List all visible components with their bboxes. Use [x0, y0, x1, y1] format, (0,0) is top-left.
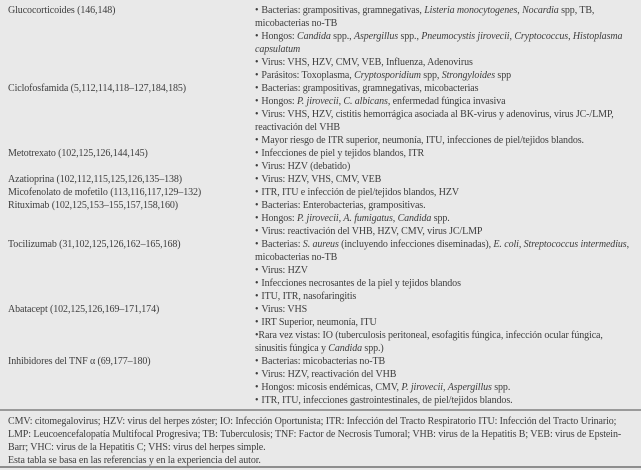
- drug-name: Azatioprina (102,112,115,125,126,135–138): [8, 174, 183, 185]
- text-segment: ,: [442, 382, 448, 393]
- infection-item: [255, 225, 633, 238]
- infection-text: [261, 304, 307, 315]
- bullet-marker: •: [255, 317, 259, 328]
- species-name: P. jirovecii: [401, 382, 443, 393]
- species-name: C. albicans: [343, 96, 388, 107]
- text-segment: ,: [568, 31, 573, 42]
- text-segment: Virus: VHS, HZV, CMV, VEB, Influenza, Adenovirus: [261, 57, 473, 68]
- text-segment: spp,: [420, 70, 442, 81]
- species-name: Listeria monocytogenes: [424, 5, 518, 16]
- bullet-marker: •: [255, 304, 259, 315]
- infection-text: [261, 70, 511, 81]
- bullet-marker: •: [255, 96, 259, 107]
- text-segment: ITR, ITU, infecciones gastrointestinales, de piel/tejidos blandos.: [261, 395, 513, 406]
- table-row: [8, 4, 633, 82]
- bullet-marker: •: [255, 239, 259, 250]
- infection-text: [261, 148, 424, 159]
- text-segment: Mayor riesgo de ITR superior, neumonía, ITU, infecciones de piel/tejidos blandos.: [261, 135, 584, 146]
- text-segment: IRT Superior, neumonía, ITU: [261, 317, 377, 328]
- drug-name: Ciclofosfamida (5,112,114,118–127,184,185): [8, 83, 186, 94]
- table-row: [8, 186, 633, 199]
- infections-cell: [255, 4, 633, 82]
- text-segment: Virus: HZV: [261, 265, 308, 276]
- text-segment: ,: [509, 31, 515, 42]
- infections-cell: [255, 173, 633, 186]
- text-segment: ,: [338, 96, 344, 107]
- table-row: [8, 147, 633, 173]
- text-segment: spp.,: [398, 31, 422, 42]
- infection-text: [255, 31, 622, 55]
- bullet-marker: •: [255, 57, 259, 68]
- infection-text: [261, 291, 356, 302]
- text-segment: (incluyendo infecciones diseminadas),: [338, 239, 494, 250]
- text-segment: ,: [517, 5, 523, 16]
- drug-cell: [8, 4, 255, 17]
- bullet-marker: •: [255, 200, 259, 211]
- drug-cell: [8, 355, 255, 368]
- infection-item: [255, 186, 633, 199]
- species-name: Pneumocystis jirovecii: [421, 31, 510, 42]
- infections-cell: [255, 303, 633, 355]
- text-segment: , micobacterias no-TB: [255, 239, 629, 263]
- bullet-marker: •: [255, 226, 259, 237]
- infections-cell: [255, 82, 633, 147]
- infection-text: [255, 109, 614, 133]
- infection-item: [255, 108, 633, 134]
- infection-text: [261, 57, 472, 68]
- infection-text: [255, 330, 603, 354]
- infection-item: [255, 160, 633, 173]
- text-segment: ITR, ITU e infección de piel/tejidos blandos, HZV: [261, 187, 459, 198]
- species-name: E. coli: [493, 239, 519, 250]
- text-segment: Virus: reactivación del VHB, HZV, CMV, virus JC/LMP: [261, 226, 483, 237]
- bullet-marker: •: [255, 5, 259, 16]
- footnote-divider: [0, 409, 641, 411]
- drug-cell: [8, 186, 255, 199]
- infection-item: [255, 147, 633, 160]
- species-name: Nocardia: [522, 5, 559, 16]
- bullet-marker: •: [255, 330, 259, 341]
- text-segment: spp.: [491, 382, 511, 393]
- infection-text: [261, 265, 307, 276]
- bullet-marker: •: [255, 265, 259, 276]
- infection-item: [255, 290, 633, 303]
- bullet-marker: •: [255, 278, 259, 289]
- text-segment: spp.,: [330, 31, 354, 42]
- text-segment: spp.: [431, 213, 450, 224]
- species-name: P. jirovecii: [297, 213, 339, 224]
- text-segment: , enfermedad fúngica invasiva: [387, 96, 506, 107]
- drug-cell: [8, 82, 255, 95]
- text-segment: Bacterias: grampositivas, gramnegativas, micobacterias: [261, 83, 479, 94]
- table-row: [8, 199, 633, 238]
- infection-text: [261, 395, 512, 406]
- text-segment: Virus: HZV (debatido): [261, 161, 351, 172]
- species-name: A. fumigatus: [343, 213, 393, 224]
- drug-cell: [8, 199, 255, 212]
- bullet-marker: •: [255, 70, 259, 81]
- bullet-marker: •: [255, 356, 259, 367]
- infection-item: [255, 368, 633, 381]
- species-name: Histoplasma capsulatum: [255, 31, 623, 55]
- species-name: Candida: [297, 31, 331, 42]
- infection-text: [261, 200, 425, 211]
- text-segment: Bacterias:: [261, 239, 303, 250]
- infection-item: [255, 30, 633, 56]
- bullet-marker: •: [255, 161, 259, 172]
- text-segment: ,: [338, 213, 344, 224]
- infection-item: [255, 95, 633, 108]
- text-segment: ITU, ITR, nasofaringitis: [261, 291, 357, 302]
- bottom-border: [0, 466, 641, 468]
- infections-cell: [255, 186, 633, 199]
- text-segment: Bacterias: Enterobacterias, grampositivas.: [261, 200, 426, 211]
- text-segment: Virus: VHS, HZV, cistitis hemorrágica asociada al BK-virus y adenovirus, virus JC-/LMP, reactivación del VHB: [255, 109, 614, 133]
- infection-text: [261, 161, 350, 172]
- infection-text: [261, 356, 385, 367]
- drug-name: Micofenolato de mofetilo (113,116,117,129–132): [8, 187, 202, 198]
- bullet-marker: •: [255, 291, 259, 302]
- infection-item: [255, 56, 633, 69]
- infection-item: [255, 134, 633, 147]
- bullet-marker: •: [255, 135, 259, 146]
- infections-cell: [255, 147, 633, 173]
- infections-cell: [255, 238, 633, 303]
- species-name: Streptococcus intermedius: [523, 239, 627, 250]
- drug-cell: [8, 238, 255, 251]
- table-row: [8, 355, 633, 407]
- footnote-source: Esta tabla se basa en las referencias y en la experiencia del autor.: [8, 455, 261, 466]
- species-name: Candida: [328, 343, 363, 354]
- bullet-marker: •: [255, 109, 259, 120]
- drug-cell: [8, 173, 255, 186]
- infection-item: [255, 394, 633, 407]
- infection-text: [261, 278, 460, 289]
- text-segment: Infecciones necrosantes de la piel y tejidos blandos: [261, 278, 461, 289]
- text-segment: ,: [392, 213, 398, 224]
- infection-item: [255, 303, 633, 316]
- text-segment: Virus: VHS: [261, 304, 308, 315]
- drug-name: Rituximab (102,125,153–155,157,158,160): [8, 200, 178, 211]
- bullet-marker: •: [255, 187, 259, 198]
- infection-item: [255, 329, 633, 355]
- infection-text: [255, 5, 594, 29]
- text-segment: spp: [495, 70, 512, 81]
- infection-item: [255, 173, 633, 186]
- drug-name: Abatacept (102,125,126,169–171,174): [8, 304, 160, 315]
- infection-text: [261, 135, 584, 146]
- species-name: S. aureus: [302, 239, 339, 250]
- infection-text: [261, 83, 478, 94]
- infection-text: [255, 239, 629, 263]
- drug-cell: [8, 147, 255, 160]
- infection-text: [261, 174, 381, 185]
- species-name: Cryptococcus: [514, 31, 569, 42]
- infection-item: [255, 199, 633, 212]
- text-segment: ,: [518, 239, 524, 250]
- bullet-marker: •: [255, 369, 259, 380]
- infection-text: [261, 96, 505, 107]
- species-name: P. jirovecii: [297, 96, 339, 107]
- infection-item: [255, 277, 633, 290]
- species-name: Cryptosporidium: [354, 70, 421, 81]
- bullet-marker: •: [255, 174, 259, 185]
- infection-item: [255, 238, 633, 264]
- drug-cell: [8, 303, 255, 316]
- infection-item: [255, 212, 633, 225]
- infection-text: [261, 317, 376, 328]
- bullet-marker: •: [255, 395, 259, 406]
- bullet-marker: •: [255, 31, 259, 42]
- species-name: Strongyloides: [441, 70, 496, 81]
- text-segment: spp.): [362, 343, 384, 354]
- infection-item: [255, 4, 633, 30]
- text-segment: Hongos:: [261, 31, 297, 42]
- infection-text: [261, 213, 449, 224]
- infection-text: [261, 369, 396, 380]
- text-segment: Infecciones de piel y tejidos blandos, ITR: [261, 148, 425, 159]
- drug-name: Metotrexato (102,125,126,144,145): [8, 148, 148, 159]
- infection-item: [255, 82, 633, 95]
- table-row: [8, 82, 633, 147]
- drug-name: Glucocorticoides (146,148): [8, 5, 116, 16]
- text-segment: Virus: HZV, reactivación del VHB: [261, 369, 397, 380]
- infection-text: [261, 187, 459, 198]
- bullet-marker: •: [255, 148, 259, 159]
- drug-name: Tocilizumab (31,102,125,126,162–165,168): [8, 239, 181, 250]
- text-segment: Bacterias: micobacterias no-TB: [261, 356, 386, 367]
- infection-item: [255, 264, 633, 277]
- text-segment: Rara vez vistas: IO (tuberculosis peritoneal, esofagitis fúngica, infección ocular fúngica, sinusitis fúngica y: [255, 330, 603, 354]
- table-row: [8, 303, 633, 355]
- table-row: [8, 238, 633, 303]
- infections-cell: [255, 199, 633, 238]
- species-name: Aspergillus: [447, 382, 492, 393]
- text-segment: Hongos: micosis endémicas, CMV,: [261, 382, 402, 393]
- text-segment: Parásitos: Toxoplasma,: [261, 70, 355, 81]
- drug-name: Inhibidores del TNF α (69,177–180): [8, 356, 151, 367]
- species-name: Aspergillus: [353, 31, 399, 42]
- text-segment: spp, TB, micobacterias no-TB: [255, 5, 595, 29]
- text-segment: Hongos:: [261, 213, 297, 224]
- infection-text: [261, 226, 482, 237]
- infection-item: [255, 381, 633, 394]
- footnote-abbreviations: CMV: citomegalovirus; HZV: virus del herpes zóster; IO: Infección Oportunista; ITR: Infección del Tracto Respiratorio ITU: Infección del Tracto Urinario; LMP: Leucoencefalopatía Multifocal Progresiva; TB: Tuberculosis; TNF: Factor de Necrosis Tumoral; VHB: virus de la Hepatitis B; VEB: virus de Epstein-Barr; VHC: virus de la Hepatitis C; VHS: virus del herpes simple.: [8, 416, 622, 453]
- infection-item: [255, 316, 633, 329]
- infection-item: [255, 69, 633, 82]
- infection-item: [255, 355, 633, 368]
- text-segment: Bacterias: grampositivas, gramnegativas,: [261, 5, 425, 16]
- infection-text: [261, 382, 510, 393]
- bullet-marker: •: [255, 213, 259, 224]
- bullet-marker: •: [255, 83, 259, 94]
- infections-table: [8, 4, 633, 407]
- text-segment: Virus: HZV, VHS, CMV, VEB: [261, 174, 382, 185]
- infections-cell: [255, 355, 633, 407]
- species-name: Candida: [397, 213, 432, 224]
- bullet-marker: •: [255, 382, 259, 393]
- table-row: [8, 173, 633, 186]
- text-segment: Hongos:: [261, 96, 297, 107]
